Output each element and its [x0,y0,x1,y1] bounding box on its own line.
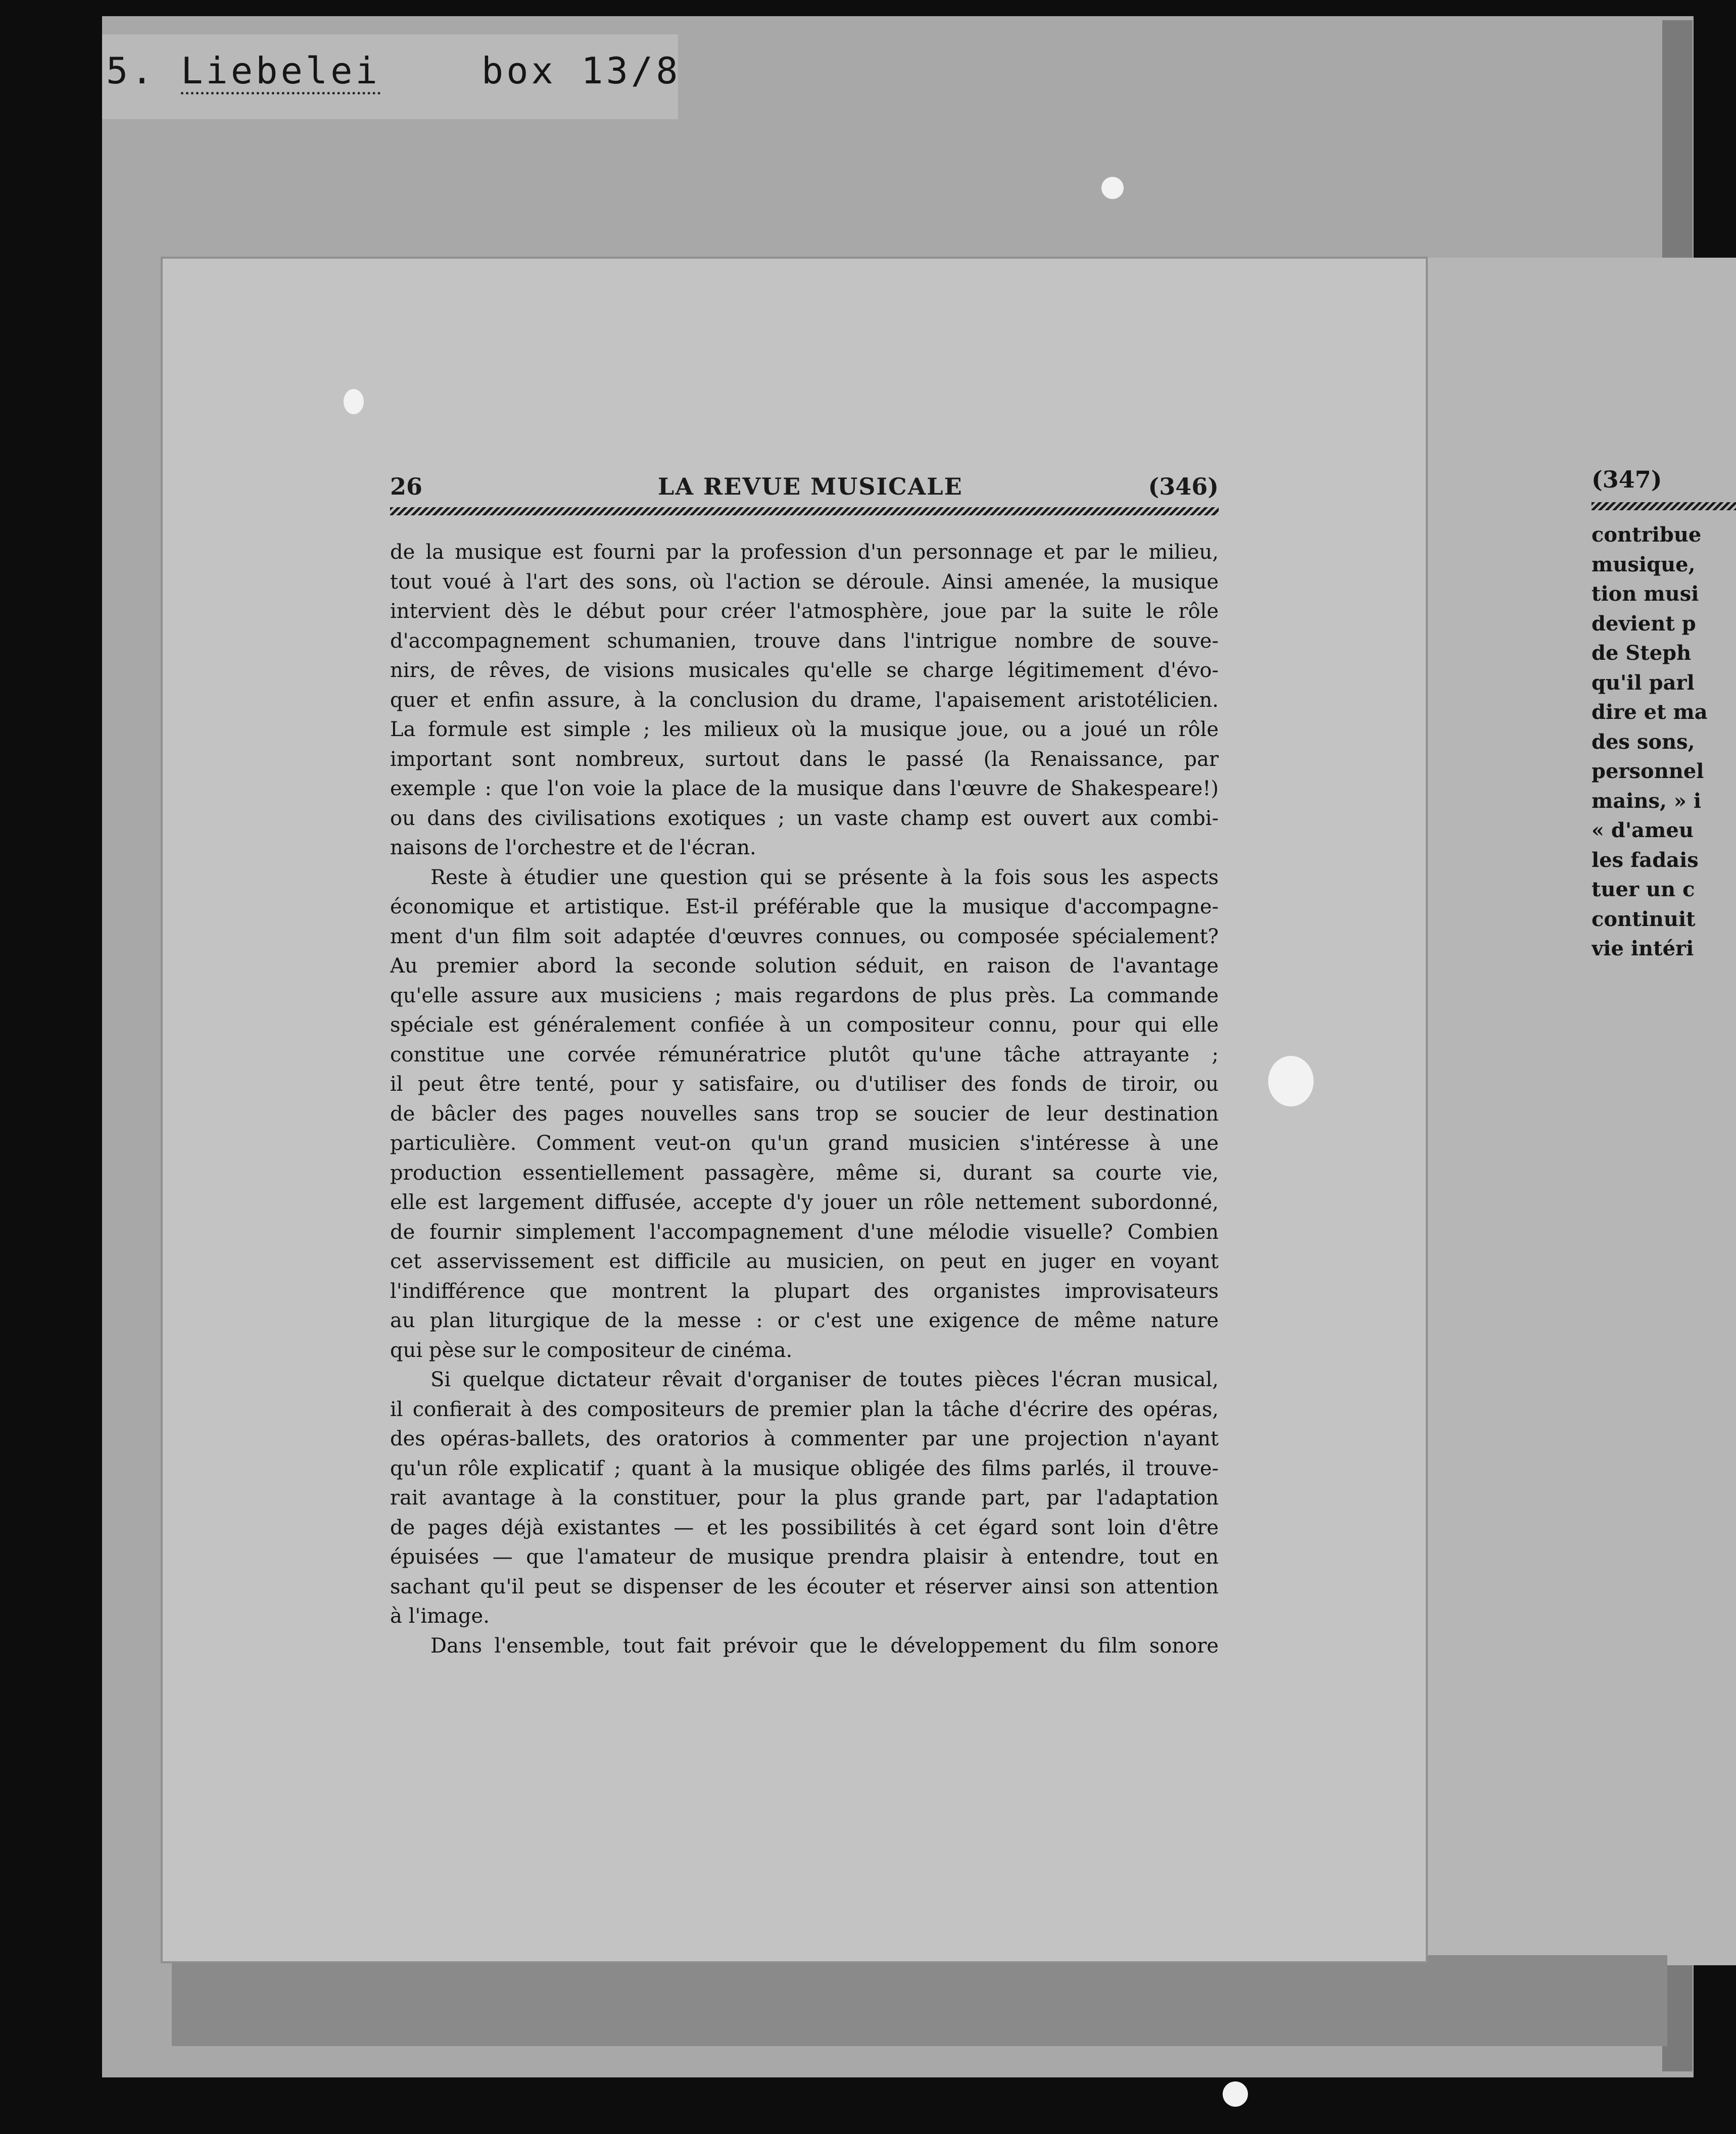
text-line: tout voué à l'art des sons, où l'action se déroule. Ainsi amenée, la musique [390,570,1219,594]
facing-text-line: dire et ma [1592,700,1708,724]
facing-page-number: (347) [1592,466,1662,493]
text-line: elle est largement diffusée, accepte d'y jouer un rôle nettement subordonné, [390,1191,1219,1214]
page-stack-edge [172,1955,1667,2046]
page-number: 26 [390,473,423,500]
text-line: qui pèse sur le compositeur de cinéma. [390,1338,793,1362]
article-text [390,538,1219,1661]
facing-text-line: les fadais [1592,848,1699,872]
text-line: il confierait à des compositeurs de premier plan la tâche d'écrire des opéras, [390,1397,1219,1421]
text-line: La formule est simple ; les milieux où la musique joue, ou a joué un rôle [390,718,1219,741]
box-label [106,50,681,92]
film-speck [1101,177,1124,199]
text-line: cet asservissement est difficile au musicien, on peut en juger en voyant [390,1250,1219,1273]
film-speck [1268,1056,1314,1106]
text-line: Dans l'ensemble, tout fait prévoir que le développement du film sonore [430,1634,1219,1658]
facing-text-line: mains, » i [1592,789,1702,813]
facing-header-rule [1592,502,1736,510]
facing-text-line: des sons, [1592,730,1695,754]
facing-text-line: tuer un c [1592,878,1695,901]
running-head [390,473,1219,501]
facing-text-line: personnel [1592,759,1704,783]
text-line: épuisées — que l'amateur de musique prendra plaisir à entendre, tout en [390,1545,1219,1569]
text-line: de bâcler des pages nouvelles sans trop se soucier de leur destination [390,1102,1219,1126]
text-line: au plan liturgique de la messe : or c'est une exigence de même nature [390,1309,1219,1332]
journal-title: LA REVUE MUSICALE [658,473,963,500]
text-line: de pages déjà existantes — et les possibilités à cet égard sont loin d'être [390,1516,1219,1539]
text-line: ou dans des civilisations exotiques ; un vaste champ est ouvert aux combi- [390,806,1219,830]
text-line: constitue une corvée rémunératrice plutôt qu'une tâche attrayante ; [390,1043,1219,1066]
text-line: production essentiellement passagère, même si, durant sa courte vie, [390,1161,1219,1185]
text-line: de la musique est fourni par la profession d'un personnage et par le milieu, [390,541,1219,564]
facing-text-line: continuit [1592,907,1696,931]
text-line: économique et artistique. Est-il préférable que la musique d'accompagne- [390,895,1219,918]
text-line: d'accompagnement schumanien, trouve dans l'intrigue nombre de souve- [390,629,1219,653]
label-box: box 13/8 [481,50,681,92]
facing-text-line: musique, [1592,552,1696,576]
facing-text-line: contribue [1592,523,1702,547]
text-line: important sont nombreux, surtout dans le passé (la Renaissance, par [390,747,1219,771]
facing-text-line: de Steph [1592,641,1692,665]
text-line: exemple : que l'on voie la place de la musique dans l'œuvre de Shakespeare!) [390,777,1219,800]
text-line: rait avantage à la constituer, pour la plus grande part, par l'adaptation [390,1486,1219,1510]
header-rule [390,507,1219,515]
text-line: de fournir simplement l'accompagnement d'une mélodie visuelle? Combien [390,1220,1219,1244]
text-line: l'indifférence que montrent la plupart des organistes improvisateurs [390,1279,1219,1303]
facing-text-line: « d'ameu [1592,818,1694,842]
text-line: nirs, de rêves, de visions musicales qu'elle se charge légitimement d'évo- [390,659,1219,682]
text-line: qu'un rôle explicatif ; quant à la musique obligée des films parlés, il trouve- [390,1457,1219,1480]
text-line: intervient dès le début pour créer l'atmosphère, joue par la suite le rôle [390,600,1219,623]
film-speck [344,389,364,414]
text-line: naisons de l'orchestre et de l'écran. [390,836,756,859]
facing-text-line: tion musi [1592,582,1699,606]
text-line: qu'elle assure aux musiciens ; mais regardons de plus près. La commande [390,984,1219,1007]
text-line: à l'image. [390,1605,490,1628]
label-title: Liebelei [181,50,380,94]
text-line: quer et enfin assure, à la conclusion du drame, l'apaisement aristotélicien. [390,688,1219,712]
text-line: il peut être tenté, pour y satisfaire, ou d'utiliser des fonds de tiroir, ou [390,1073,1219,1096]
text-line: Au premier abord la seconde solution séduit, en raison de l'avantage [390,954,1219,978]
label-number: 5. [106,50,156,92]
text-line: ment d'un film soit adaptée d'œuvres connues, ou composée spécialement? [390,925,1219,948]
text-line: des opéras-ballets, des oratorios à commenter par une projection n'ayant [390,1427,1219,1450]
text-line: particulière. Comment veut-on qu'un grand musicien s'intéresse à une [390,1132,1219,1155]
original-page-number: (346) [1148,473,1219,500]
facing-text-line: qu'il parl [1592,670,1695,695]
facing-page-text [1592,465,1736,964]
text-line: Reste à étudier une question qui se présente à la fois sous les aspects [430,865,1219,889]
film-speck [1223,2081,1248,2107]
text-line: Si quelque dictateur rêvait d'organiser de toutes pièces l'écran musical, [430,1368,1219,1391]
text-line: sachant qu'il peut se dispenser de les écouter et réserver ainsi son attention [390,1575,1219,1598]
facing-text-line: devient p [1592,611,1696,636]
facing-text-line: vie intéri [1592,937,1694,960]
text-line: spéciale est généralement confiée à un compositeur connu, pour qui elle [390,1013,1219,1037]
